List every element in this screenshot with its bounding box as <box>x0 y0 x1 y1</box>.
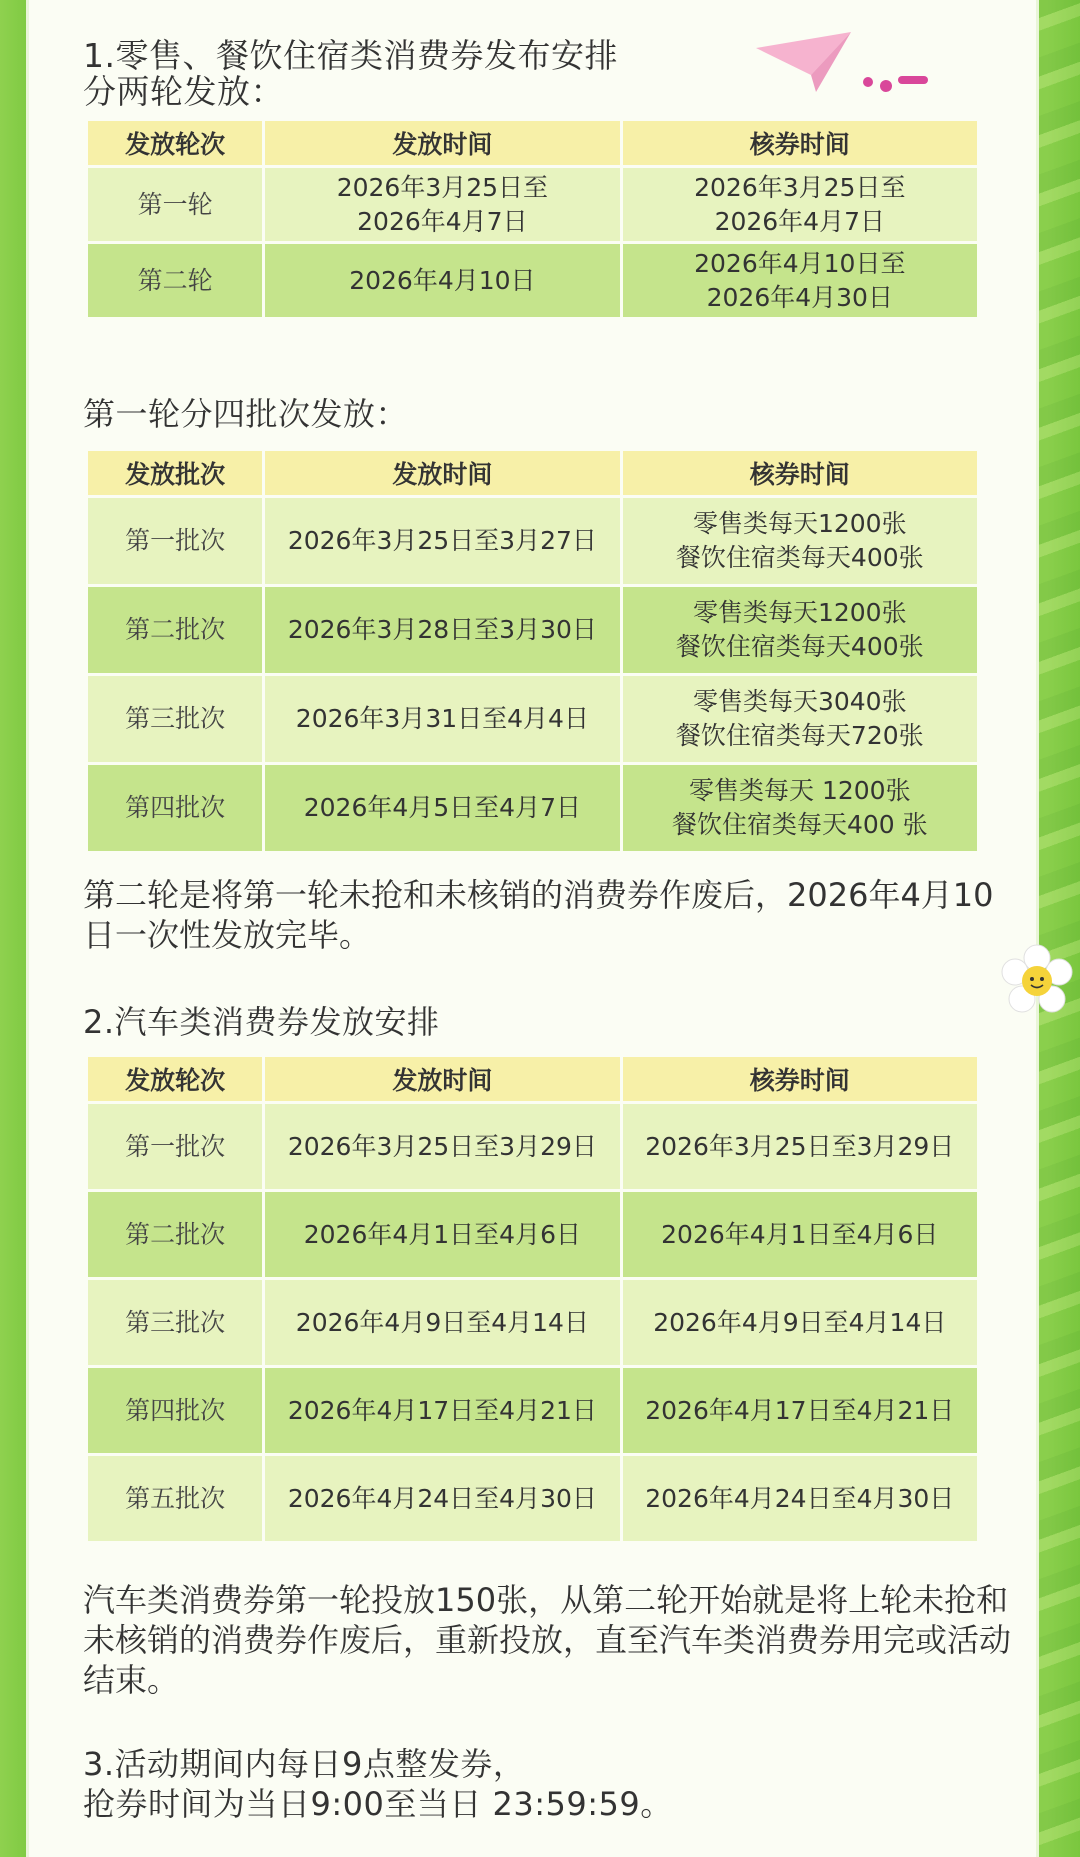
quota-line: 餐饮住宿类每天400 张 <box>671 810 928 839</box>
section3-line1: 3.活动期间内每日9点整发券， <box>83 1745 526 1783</box>
batch-label: 第三批次 <box>88 676 262 762</box>
round-label: 第一轮 <box>88 168 262 241</box>
batch-label: 第四批次 <box>88 765 262 851</box>
verify-time: 2026年4月24日至4月30日 <box>623 1456 977 1541</box>
verify-quota <box>623 765 977 851</box>
table-header: 核券时间 <box>623 451 977 495</box>
verify-quota <box>623 587 977 673</box>
verify-quota <box>623 676 977 762</box>
table-row <box>88 1104 977 1189</box>
quota-line: 餐饮住宿类每天400张 <box>675 543 924 572</box>
table-header: 核券时间 <box>623 121 977 165</box>
table-row <box>88 1280 977 1365</box>
quota-line: 餐饮住宿类每天400张 <box>675 632 924 661</box>
rounds-table <box>85 118 980 320</box>
quota-line: 餐饮住宿类每天720张 <box>675 721 924 750</box>
batch-label: 第二批次 <box>88 1192 262 1277</box>
verify-time-line: 2026年4月7日 <box>714 206 885 236</box>
leaf-decoration-icon <box>1036 0 1080 1857</box>
car-table <box>85 1054 980 1544</box>
issue-time: 2026年4月1日至4月6日 <box>265 1192 619 1277</box>
verify-time <box>623 168 977 241</box>
table-row <box>88 676 977 762</box>
batch-label: 第二批次 <box>88 587 262 673</box>
table-row <box>88 1456 977 1541</box>
issue-time-line: 2026年3月25日至 <box>336 172 549 202</box>
section3-line2: 抢券时间为当日9:00至当日 23:59:59。 <box>83 1785 673 1823</box>
paper-plane-icon <box>756 30 936 100</box>
quota-line: 零售类每天1200张 <box>692 598 907 627</box>
verify-time: 2026年4月17日至4月21日 <box>623 1368 977 1453</box>
table-row <box>88 498 977 584</box>
issue-time: 2026年3月25日至3月29日 <box>265 1104 619 1189</box>
table-header: 发放轮次 <box>88 121 262 165</box>
section2-title: 2.汽车类消费券发放安排 <box>83 1003 440 1041</box>
table-header: 发放批次 <box>88 451 262 495</box>
table-header: 发放时间 <box>265 121 619 165</box>
verify-time: 2026年4月1日至4月6日 <box>623 1192 977 1277</box>
verify-time-line: 2026年4月10日至 <box>694 248 906 278</box>
issue-time: 2026年4月24日至4月30日 <box>265 1456 619 1541</box>
table-row <box>88 168 977 241</box>
issue-time: 2026年4月5日至4月7日 <box>265 765 619 851</box>
section2-note: 汽车类消费券第一轮投放150张，从第二轮开始就是将上轮未抢和未核销的消费券作废后，重新投放，直至汽车类消费券用完或活动结束。 <box>83 1581 1012 1699</box>
quota-line: 零售类每天1200张 <box>692 509 907 538</box>
verify-quota <box>623 498 977 584</box>
verify-time-line: 2026年3月25日至 <box>694 172 906 202</box>
batch-label: 第一批次 <box>88 1104 262 1189</box>
batch-label: 第五批次 <box>88 1456 262 1541</box>
issue-time: 2026年4月9日至4月14日 <box>265 1280 619 1365</box>
flower-icon <box>1000 944 1074 1018</box>
batch-label: 第一批次 <box>88 498 262 584</box>
issue-time: 2026年4月17日至4月21日 <box>265 1368 619 1453</box>
table-row <box>88 1368 977 1453</box>
issue-time: 2026年3月31日至4月4日 <box>265 676 619 762</box>
verify-time: 2026年3月25日至3月29日 <box>623 1104 977 1189</box>
issue-time: 2026年3月28日至3月30日 <box>265 587 619 673</box>
issue-time: 2026年4月10日 <box>265 244 619 317</box>
issue-time-line: 2026年4月7日 <box>357 206 528 236</box>
table-row <box>88 244 977 317</box>
verify-time <box>623 244 977 317</box>
issue-time <box>265 168 619 241</box>
batches-intro: 第一轮分四批次发放： <box>83 395 409 433</box>
table-header: 核券时间 <box>623 1057 977 1101</box>
batch-label: 第四批次 <box>88 1368 262 1453</box>
table-row <box>88 587 977 673</box>
batch-label: 第三批次 <box>88 1280 262 1365</box>
verify-time: 2026年4月9日至4月14日 <box>623 1280 977 1365</box>
table-header: 发放时间 <box>265 1057 619 1101</box>
section1-title: 1.零售、餐饮住宿类消费券发布安排 <box>83 36 618 75</box>
notice-panel <box>26 0 1039 1857</box>
batches-table <box>85 448 980 854</box>
quota-line: 零售类每天3040张 <box>692 687 907 716</box>
table-row <box>88 1192 977 1277</box>
section1-note: 第二轮是将第一轮未抢和未核销的消费券作废后，2026年4月10日一次性发放完毕。 <box>83 876 994 954</box>
issue-time: 2026年3月25日至3月27日 <box>265 498 619 584</box>
verify-time-line: 2026年4月30日 <box>706 282 893 312</box>
section1-subtitle: 分两轮发放： <box>83 72 284 111</box>
quota-line: 零售类每天 1200张 <box>689 776 911 805</box>
round-label: 第二轮 <box>88 244 262 317</box>
table-row <box>88 765 977 851</box>
table-header: 发放轮次 <box>88 1057 262 1101</box>
table-header: 发放时间 <box>265 451 619 495</box>
